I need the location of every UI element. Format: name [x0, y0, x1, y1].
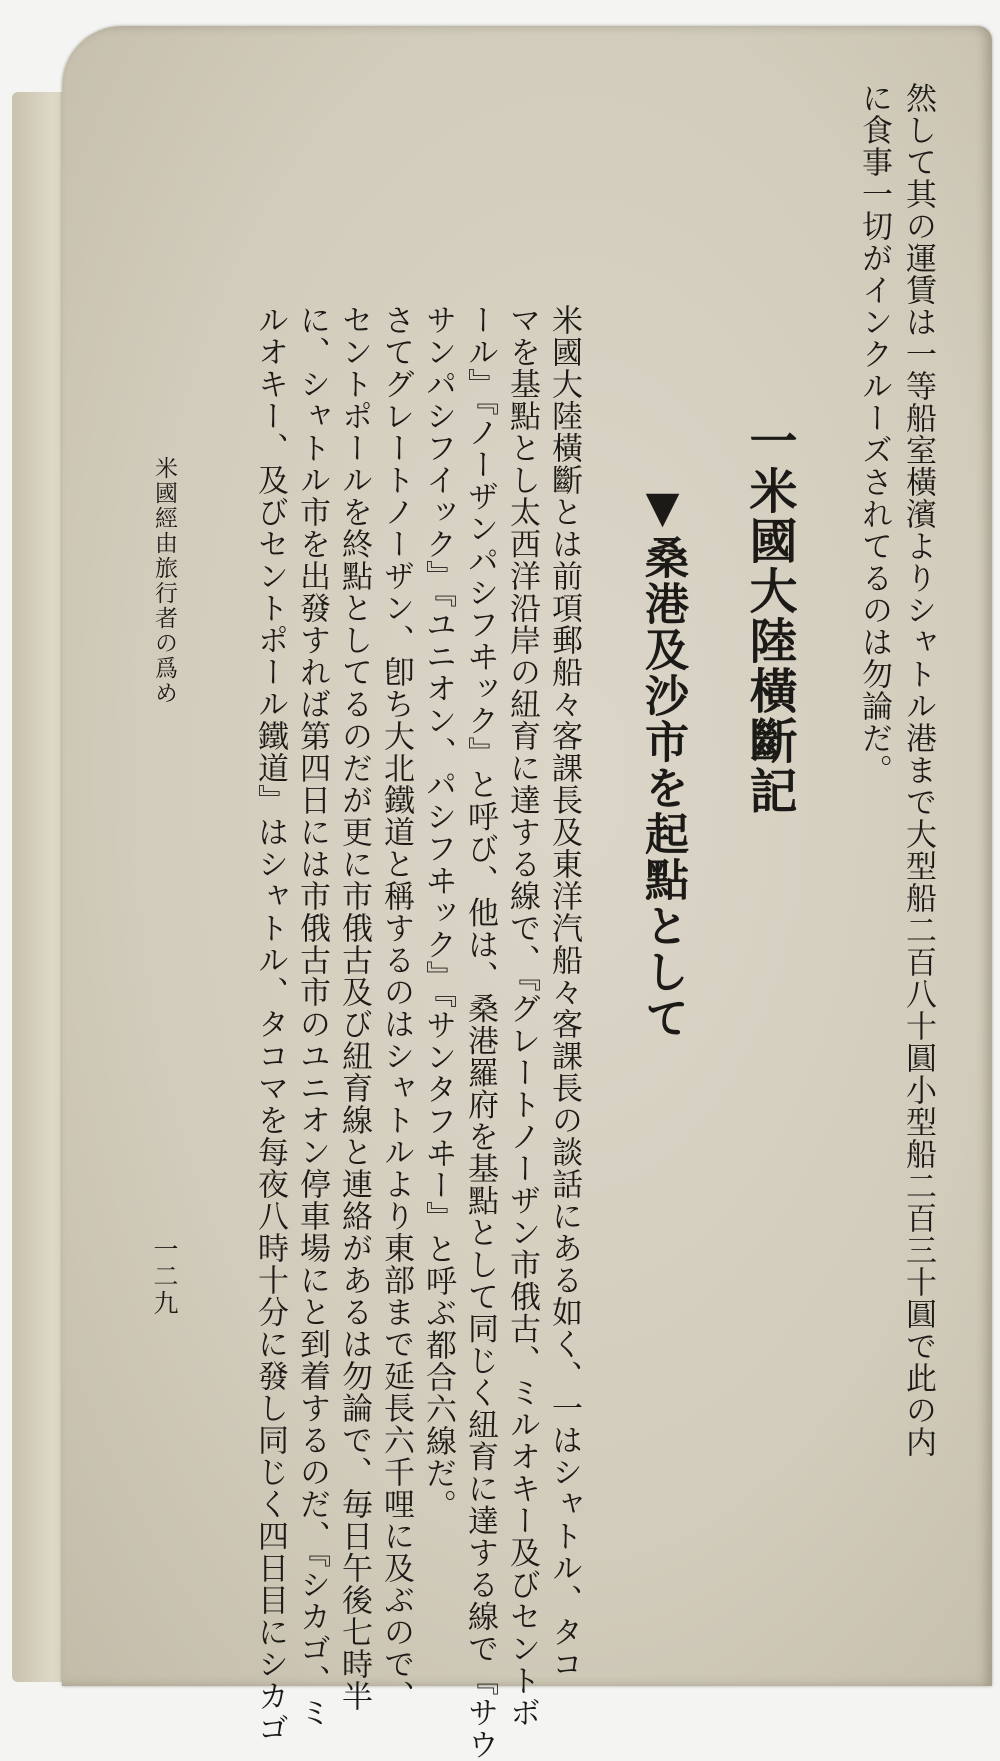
subsection-title: ▼桑港及沙市を起點として: [637, 482, 688, 1041]
intro-line-2: に食事一切がインクルーズされてるのは勿論だ。: [856, 82, 892, 786]
body-line-3: ール』『ノーザンパシフヰック』と呼び、他は、桑港羅府を基點として同じく紐育に達する線で『サウ: [462, 304, 498, 1761]
intro-line-1: 然して其の運賃は一等船室橫濱よりシャトル港まで大型船二百八十圓小型船二百三十圓で此の内: [900, 82, 936, 1458]
body-line-1: 米國大陸橫斷とは前項郵船々客課長及東洋汽船々客課長の談話にある如く、一はシャトル、タコ: [546, 304, 582, 1680]
body-line-6: セントポールを終點としてるのだが更に市俄古及び紐育線と連絡があるは勿論で、毎日午後七時半: [336, 304, 372, 1712]
body-line-5: さてグレートノーザン、卽ち大北鐵道と稱するのはシャトルより東部まで延長六千哩に及ぶので、: [378, 304, 414, 1712]
body-line-2: マを基點とし太西洋沿岸の紐育に達する線で、『グレートノーザン市俄古、ミルオキー及びセントボ: [504, 304, 540, 1729]
section-title: 一米國大陸橫斷記: [741, 416, 797, 816]
body-line-8: ルオキー、及びセントポール鐵道』はシャトル、タコマを每夜八時十分に發し同じく四日目にシカゴ: [252, 304, 288, 1744]
body-line-4: サンパシフイック』『ユニオン、パシフヰック』『サンタフヰー』と呼ぶ都合六線だ。: [420, 304, 456, 1521]
running-title: 米國經由旅行者の爲め: [151, 456, 177, 706]
body-line-7: に、シャトル市を出發すれば第四日には市俄古市のユニオン停車場にと到着するのだ、『シカゴ、ミ: [294, 304, 330, 1729]
page-number: 一二九: [150, 1236, 179, 1317]
book-page: [62, 26, 992, 1761]
